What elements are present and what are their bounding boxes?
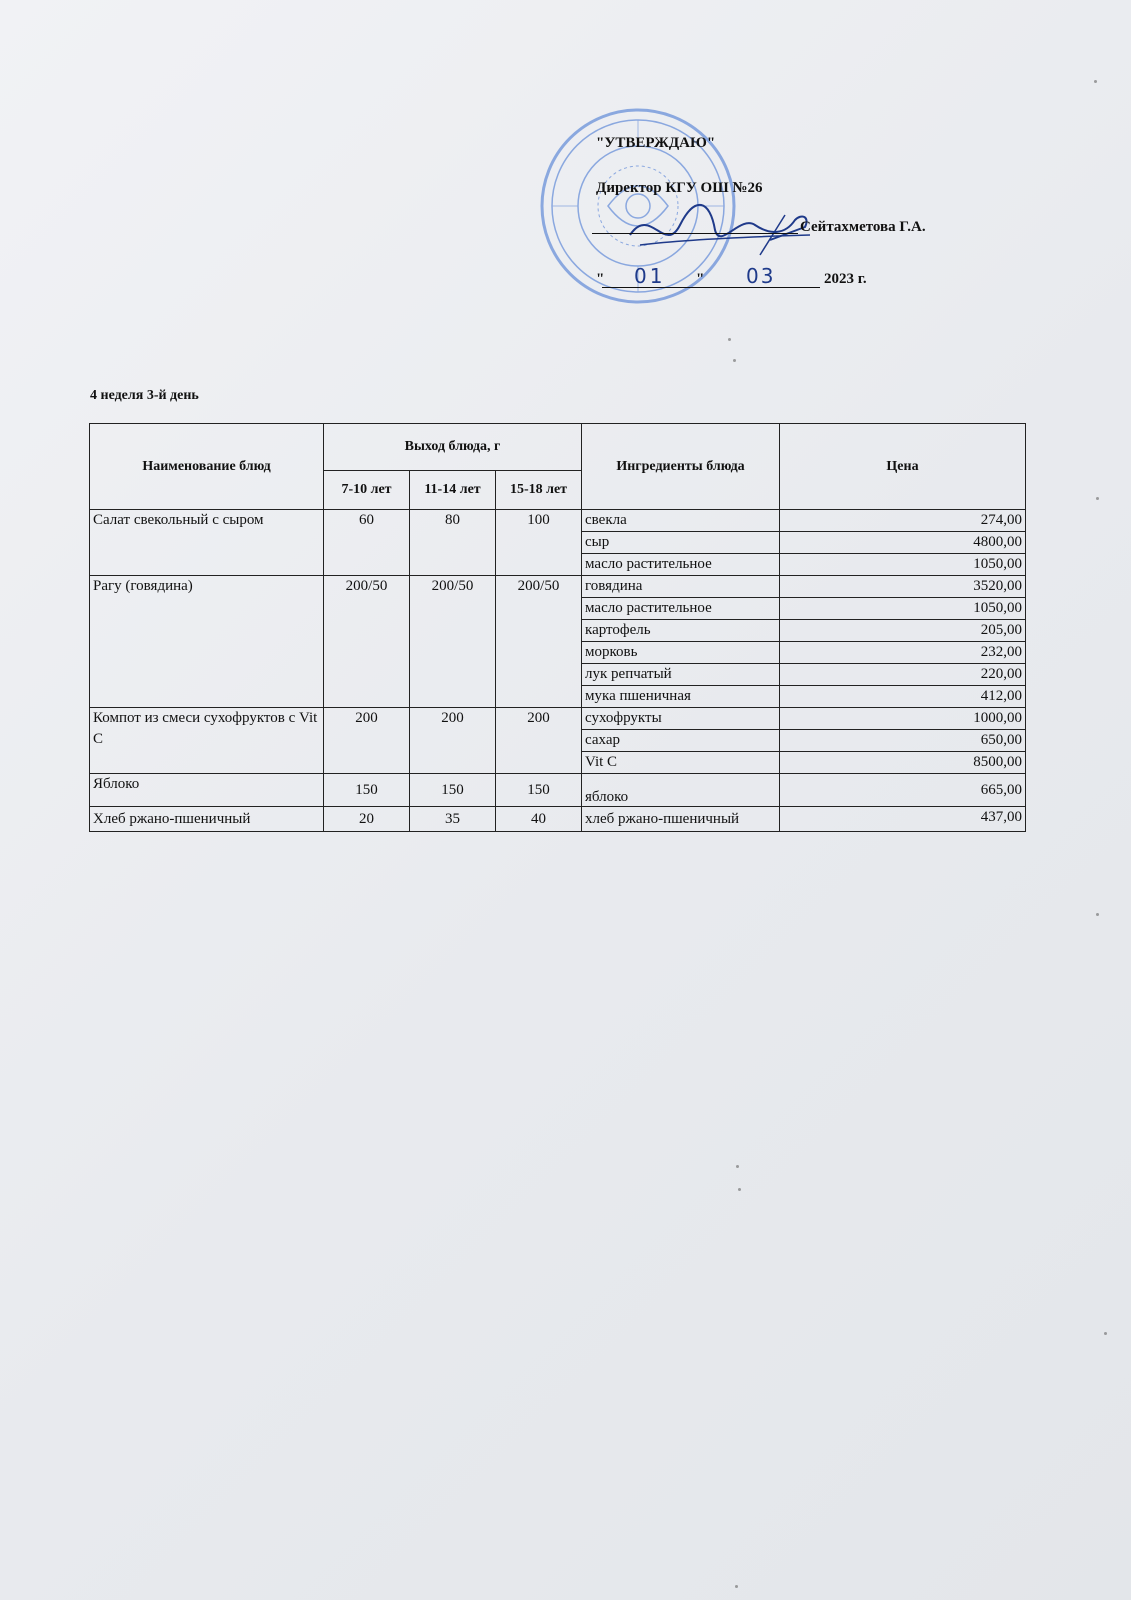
ingredient-name: картофель [582, 620, 780, 642]
yield-15-18: 150 [496, 774, 582, 807]
table-row [90, 510, 1026, 532]
ingredient-name: Vit C [582, 752, 780, 774]
ingredient-price: 650,00 [780, 730, 1026, 752]
paper-speck [1104, 1332, 1107, 1335]
approval-date [596, 264, 896, 292]
dish-name: Яблоко [90, 774, 324, 807]
ingredient-price: 220,00 [780, 664, 1026, 686]
ingredient-price: 665,00 [780, 774, 1026, 807]
yield-11-14: 200 [410, 708, 496, 774]
paper-speck [733, 359, 736, 362]
ingredient-price: 274,00 [780, 510, 1026, 532]
paper-speck [736, 1165, 739, 1168]
yield-15-18: 200 [496, 708, 582, 774]
menu-table [89, 423, 1026, 832]
paper-speck [738, 1188, 741, 1191]
ingredient-name: говядина [582, 576, 780, 598]
yield-7-10: 200 [324, 708, 410, 774]
dish-name: Компот из смеси сухофруктов с Vit C [90, 708, 324, 774]
paper-speck [1096, 913, 1099, 916]
date-quote-open: " [596, 271, 605, 287]
ingredient-price: 412,00 [780, 686, 1026, 708]
ingredient-name: масло растительное [582, 598, 780, 620]
signature-line [592, 233, 798, 234]
header-age-15-18: 15-18 лет [496, 471, 582, 510]
date-quote-close: " [696, 271, 705, 287]
yield-7-10: 20 [324, 807, 410, 832]
table-row [90, 774, 1026, 807]
ingredient-price: 3520,00 [780, 576, 1026, 598]
date-year: 2023 г. [824, 271, 867, 287]
date-day: 01 [634, 264, 666, 288]
yield-7-10: 150 [324, 774, 410, 807]
yield-11-14: 80 [410, 510, 496, 576]
ingredient-price: 1050,00 [780, 554, 1026, 576]
ingredient-price: 4800,00 [780, 532, 1026, 554]
ingredient-name: сухофрукты [582, 708, 780, 730]
day-title: 4 неделя 3-й день [90, 388, 199, 403]
paper-speck [1094, 80, 1097, 83]
ingredient-name: яблоко [582, 774, 780, 807]
ingredient-name: морковь [582, 642, 780, 664]
table-row [90, 576, 1026, 598]
dish-name: Салат свекольный с сыром [90, 510, 324, 576]
yield-11-14: 200/50 [410, 576, 496, 708]
ingredient-price: 205,00 [780, 620, 1026, 642]
header-ingredients: Ингредиенты блюда [582, 424, 780, 510]
approval-title: "УТВЕРЖДАЮ" [596, 135, 716, 151]
header-age-11-14: 11-14 лет [410, 471, 496, 510]
director-role: Директор КГУ ОШ №26 [596, 180, 763, 196]
ingredient-price: 1000,00 [780, 708, 1026, 730]
yield-15-18: 40 [496, 807, 582, 832]
date-month: 03 [746, 264, 776, 288]
header-age-7-10: 7-10 лет [324, 471, 410, 510]
yield-7-10: 200/50 [324, 576, 410, 708]
ingredient-price: 1050,00 [780, 598, 1026, 620]
header-dish: Наименование блюд [90, 424, 324, 510]
ingredient-price: 232,00 [780, 642, 1026, 664]
ingredient-name: мука пшеничная [582, 686, 780, 708]
yield-7-10: 60 [324, 510, 410, 576]
ingredient-name: сыр [582, 532, 780, 554]
ingredient-name: лук репчатый [582, 664, 780, 686]
ingredient-price: 437,00 [780, 807, 1026, 832]
dish-name: Рагу (говядина) [90, 576, 324, 708]
yield-11-14: 35 [410, 807, 496, 832]
yield-15-18: 200/50 [496, 576, 582, 708]
paper-speck [1096, 497, 1099, 500]
header-yield: Выход блюда, г [324, 424, 582, 471]
paper-speck [728, 338, 731, 341]
header-price: Цена [780, 424, 1026, 510]
director-signature [620, 195, 820, 265]
ingredient-name: масло растительное [582, 554, 780, 576]
table-row [90, 708, 1026, 730]
ingredient-name: сахар [582, 730, 780, 752]
yield-11-14: 150 [410, 774, 496, 807]
dish-name: Хлеб ржано-пшеничный [90, 807, 324, 832]
ingredient-name: хлеб ржано-пшеничный [582, 807, 780, 832]
date-line [602, 287, 820, 288]
ingredient-price: 8500,00 [780, 752, 1026, 774]
yield-15-18: 100 [496, 510, 582, 576]
table-row [90, 807, 1026, 832]
ingredient-name: свекла [582, 510, 780, 532]
paper-speck [735, 1585, 738, 1588]
director-name: Сейтахметова Г.А. [800, 219, 926, 235]
